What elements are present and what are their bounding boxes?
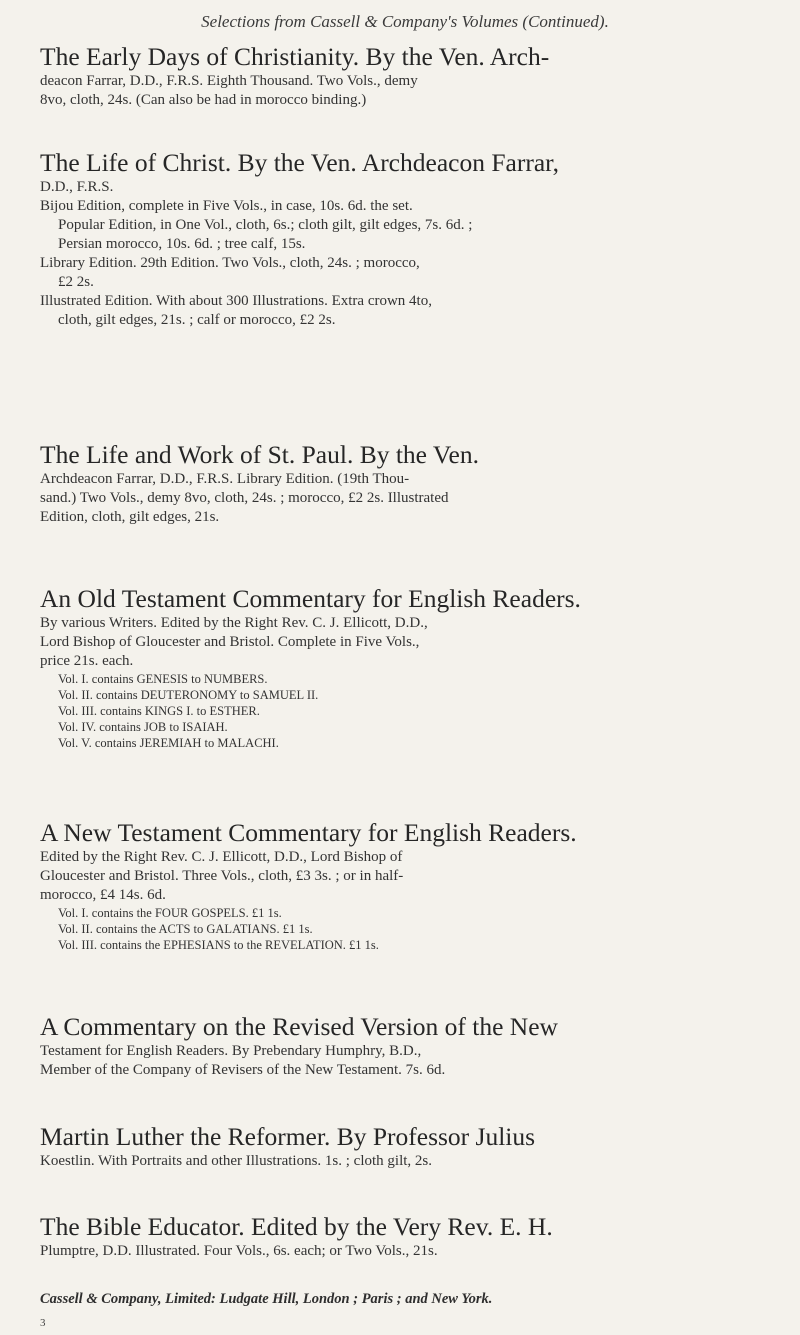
- entry-title: [40, 42, 770, 72]
- entry-body-line: Archdeacon Farrar, D.D., F.R.S. Library Edition. (19th Thou-: [40, 471, 410, 487]
- entry-title: [40, 148, 770, 178]
- running-head: Selections from Cassell & Company's Volumes (Continued).: [201, 12, 609, 31]
- entry-body-line: Koestlin. With Portraits and other Illustrations. 1s. ; cloth gilt, 2s.: [40, 1153, 433, 1169]
- entry-body-line: Edited by the Right Rev. C. J. Ellicott, D.D., Lord Bishop of: [40, 849, 403, 865]
- entry-body: [40, 1152, 770, 1171]
- entry-title-line: An Old Testament Commentary for English Readers.: [40, 584, 581, 613]
- entry-body: [40, 1042, 770, 1080]
- entry-body: [40, 1242, 770, 1261]
- volume-line: Vol. II. contains the ACTS to GALATIANS. £1 1s.: [58, 922, 313, 936]
- entry-title: [40, 584, 770, 614]
- entry-body: [40, 178, 770, 197]
- publisher-imprint: Cassell & Company, Limited: Ludgate Hill, London ; Paris ; and New York.: [40, 1291, 493, 1307]
- entry-body-line: By various Writers. Edited by the Right Rev. C. J. Ellicott, D.D.,: [40, 615, 428, 631]
- volume-list: [40, 905, 770, 953]
- entry-title-line: The Life and Work of St. Paul. By the Ven.: [40, 440, 479, 469]
- entry-title-line: The Bible Educator. Edited by the Very Rev. E. H.: [40, 1212, 553, 1241]
- volume-line: Vol. III. contains KINGS I. to ESTHER.: [58, 704, 260, 718]
- edition-line: Illustrated Edition. With about 300 Illustrations. Extra crown 4to,: [40, 293, 432, 309]
- entry-title-line: The Life of Christ. By the Ven. Archdeacon Farrar,: [40, 148, 559, 177]
- entry-body-line: Plumptre, D.D. Illustrated. Four Vols., 6s. each; or Two Vols., 21s.: [40, 1243, 438, 1259]
- edition-line: Bijou Edition, complete in Five Vols., in case, 10s. 6d. the set.: [40, 198, 413, 214]
- entry-title-line: A Commentary on the Revised Version of the New: [40, 1012, 558, 1041]
- entry-body-line: 8vo, cloth, 24s. (Can also be had in morocco binding.): [40, 92, 367, 108]
- entry-body-line: Member of the Company of Revisers of the New Testament. 7s. 6d.: [40, 1062, 446, 1078]
- entry-title: [40, 1212, 770, 1242]
- edition-line: Library Edition. 29th Edition. Two Vols., cloth, 24s. ; morocco,: [40, 255, 420, 271]
- entry-body: [40, 470, 770, 527]
- edition-list: [40, 197, 770, 330]
- entry-body-line: Lord Bishop of Gloucester and Bristol. Complete in Five Vols.,: [40, 634, 420, 650]
- entry-title: [40, 1012, 770, 1042]
- volume-list: [40, 671, 770, 751]
- entry-title-line: A New Testament Commentary for English Readers.: [40, 818, 577, 847]
- volume-line: Vol. I. contains GENESIS to NUMBERS.: [58, 672, 268, 686]
- catalogue-entry: [40, 440, 770, 527]
- volume-line: Vol. IV. contains JOB to ISAIAH.: [58, 720, 228, 734]
- catalogue-entry: [40, 1122, 770, 1171]
- entry-title: [40, 818, 770, 848]
- edition-line: £2 2s.: [58, 274, 94, 290]
- edition-line: Persian morocco, 10s. 6d. ; tree calf, 15s.: [58, 236, 306, 252]
- entry-body: [40, 614, 770, 671]
- edition-line: cloth, gilt edges, 21s. ; calf or morocco, £2 2s.: [58, 312, 336, 328]
- volume-line: Vol. III. contains the EPHESIANS to the REVELATION. £1 1s.: [58, 938, 379, 952]
- entry-body-line: morocco, £4 14s. 6d.: [40, 887, 166, 903]
- entry-body-line: Gloucester and Bristol. Three Vols., cloth, £3 3s. ; or in half-: [40, 868, 404, 884]
- entry-body: [40, 848, 770, 905]
- entry-body-line: deacon Farrar, D.D., F.R.S. Eighth Thousand. Two Vols., demy: [40, 73, 418, 89]
- entry-title: [40, 1122, 770, 1152]
- catalogue-entry: [40, 1012, 770, 1080]
- entry-body: [40, 72, 770, 110]
- entry-title-line: The Early Days of Christianity. By the Ven. Arch-: [40, 42, 550, 71]
- entry-body-line: Testament for English Readers. By Prebendary Humphry, B.D.,: [40, 1043, 422, 1059]
- volume-line: Vol. V. contains JEREMIAH to MALACHI.: [58, 736, 279, 750]
- page-number: 3: [40, 1317, 46, 1329]
- entry-body-line: D.D., F.R.S.: [40, 179, 114, 195]
- catalogue-entry: [40, 584, 770, 751]
- entry-title-line: Martin Luther the Reformer. By Professor Julius: [40, 1122, 536, 1151]
- catalogue-entry: [40, 42, 770, 110]
- entry-body-line: price 21s. each.: [40, 653, 134, 669]
- catalogue-entry: [40, 818, 770, 953]
- entry-title: [40, 440, 770, 470]
- catalogue-page: [40, 0, 770, 1335]
- volume-line: Vol. I. contains the FOUR GOSPELS. £1 1s.: [58, 906, 282, 920]
- catalogue-entry: [40, 1212, 770, 1261]
- entry-body-line: Edition, cloth, gilt edges, 21s.: [40, 509, 220, 525]
- edition-line: Popular Edition, in One Vol., cloth, 6s.; cloth gilt, gilt edges, 7s. 6d. ;: [58, 217, 473, 233]
- catalogue-entry: [40, 148, 770, 330]
- entry-body-line: sand.) Two Vols., demy 8vo, cloth, 24s. ; morocco, £2 2s. Illustrated: [40, 490, 449, 506]
- volume-line: Vol. II. contains DEUTERONOMY to SAMUEL II.: [58, 688, 319, 702]
